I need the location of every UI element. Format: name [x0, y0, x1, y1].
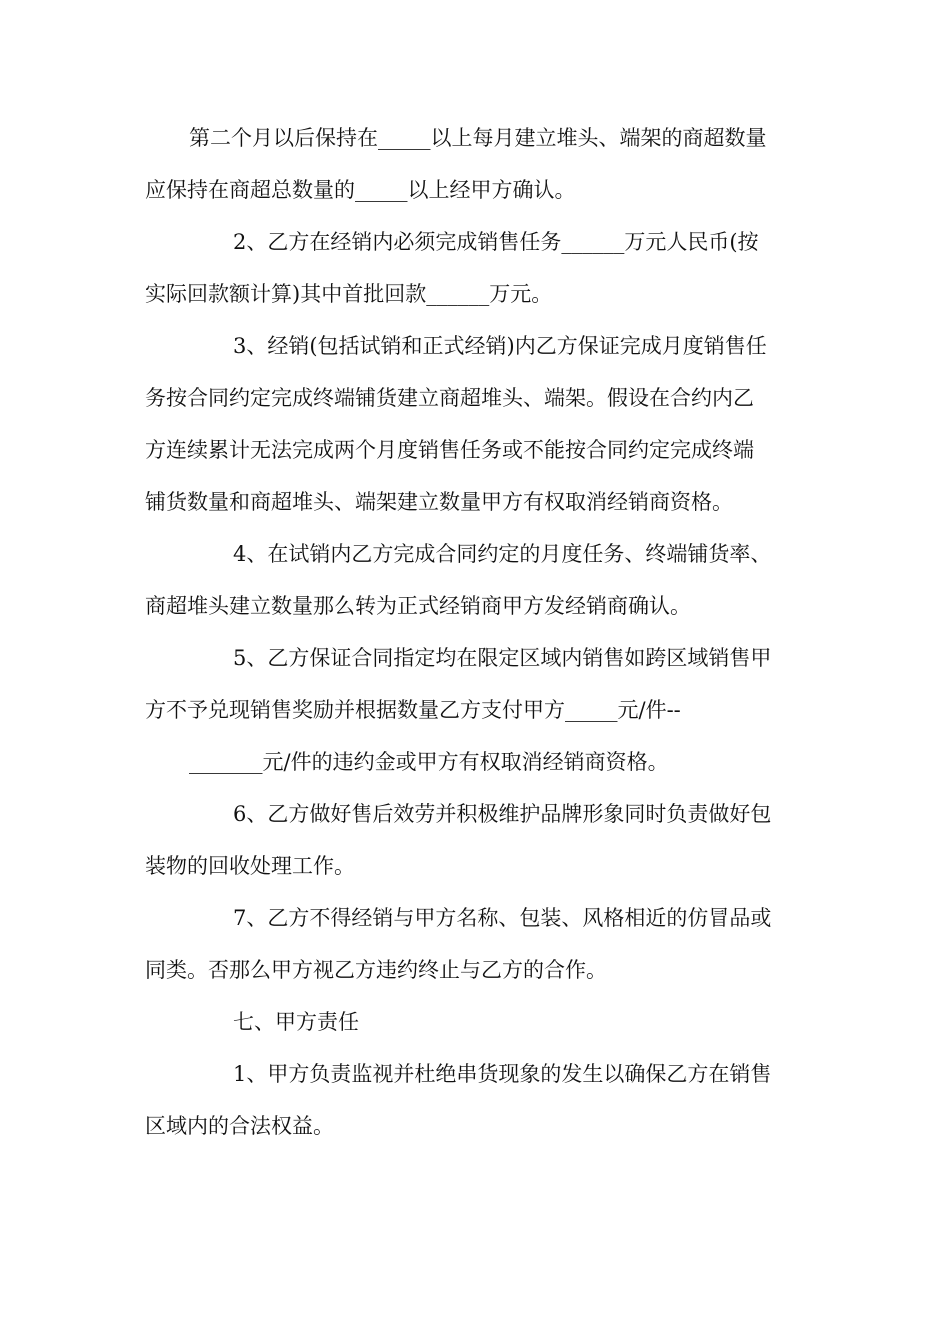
text-line-4: 实际回款额计算)其中首批回款______万元。 — [145, 282, 553, 306]
text-line-20: 区域内的合法权益。 — [145, 1114, 334, 1138]
text-line-12: 方不予兑现销售奖励并根据数量乙方支付甲方_____元/件-- — [145, 698, 681, 722]
text-line-5: 3、经销(包括试销和正式经销)内乙方保证完成月度销售任 — [233, 334, 767, 358]
text-line-15: 装物的回收处理工作。 — [145, 854, 355, 878]
section-heading: 七、甲方责任 — [233, 1010, 359, 1034]
text-line-7: 方连续累计无法完成两个月度销售任务或不能按合同约定完成终端 — [145, 438, 754, 462]
text-line-1: 第二个月以后保持在_____以上每月建立堆头、端架的商超数量 — [189, 126, 767, 150]
document-body — [145, 112, 813, 1152]
text-line-10: 商超堆头建立数量那么转为正式经销商甲方发经销商确认。 — [145, 594, 691, 618]
text-line-8: 铺货数量和商超堆头、端架建立数量甲方有权取消经销商资格。 — [145, 490, 733, 514]
text-line-6: 务按合同约定完成终端铺货建立商超堆头、端架。假设在合约内乙 — [145, 386, 754, 410]
text-line-2: 应保持在商超总数量的_____以上经甲方确认。 — [145, 178, 576, 202]
text-line-3: 2、乙方在经销内必须完成销售任务______万元人民币(按 — [233, 230, 759, 254]
text-line-14: 6、乙方做好售后效劳并积极维护品牌形象同时负责做好包 — [233, 802, 772, 826]
text-line-11: 5、乙方保证合同指定均在限定区域内销售如跨区域销售甲 — [233, 646, 772, 670]
text-line-19: 1、甲方负责监视并杜绝串货现象的发生以确保乙方在销售 — [233, 1062, 772, 1086]
text-line-16: 7、乙方不得经销与甲方名称、包装、风格相近的仿冒品或 — [233, 906, 772, 930]
text-line-9: 4、在试销内乙方完成合同约定的月度任务、终端铺货率、 — [233, 542, 772, 566]
text-line-13: _______元/件的违约金或甲方有权取消经销商资格。 — [189, 750, 669, 774]
text-line-17: 同类。否那么甲方视乙方违约终止与乙方的合作。 — [145, 958, 607, 982]
